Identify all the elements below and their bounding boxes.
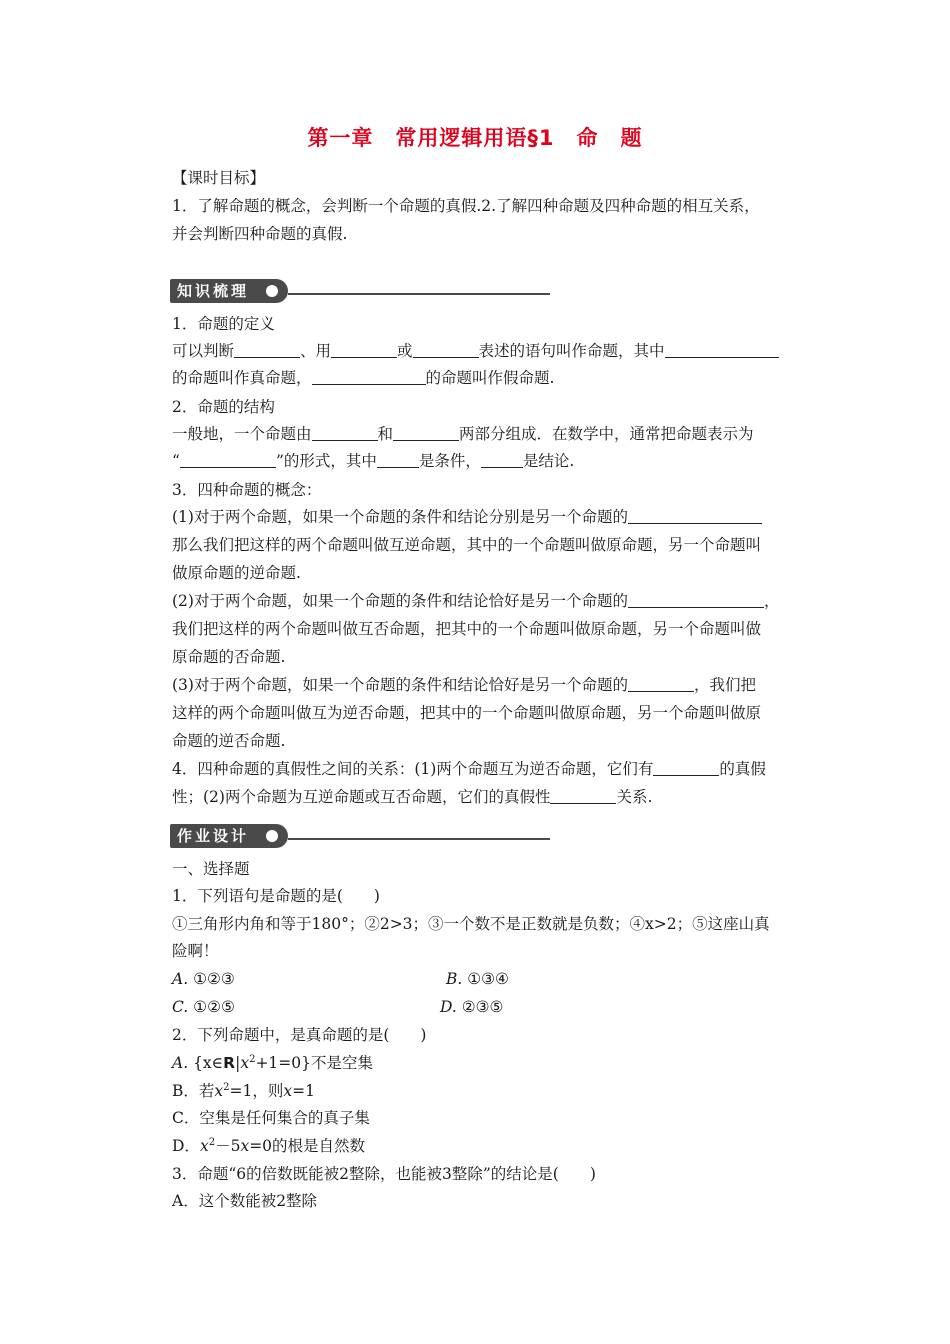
blank	[628, 509, 762, 524]
text: ，我们把	[693, 676, 756, 694]
variable: x	[214, 1082, 224, 1100]
text: 性；(2)两个命题为互逆命题或互否命题，它们的真假性	[172, 788, 551, 806]
question-2-option-d	[172, 1136, 822, 1156]
exponent: 2	[249, 1053, 256, 1065]
option-label: A.	[172, 970, 189, 988]
text: 是条件，	[418, 452, 481, 470]
text: 或	[397, 342, 413, 360]
text: =1	[292, 1082, 315, 1100]
blank	[628, 677, 694, 692]
question-1-body-1: ①三角形内角和等于180°；②2>3；③一个数不是正数就是负数；④x>2；⑤这座山真	[172, 915, 770, 933]
item-1-line-2: 那么我们把这样的两个命题叫做互逆命题，其中的一个命题叫做原命题，另一个命题叫	[172, 536, 762, 554]
option-text: ①③④	[467, 970, 509, 988]
option-label: D.	[440, 998, 457, 1016]
item-2-line-3: 原命题的否命题.	[172, 648, 286, 666]
objectives-heading: 【课时目标】	[172, 169, 266, 187]
relation-line-1	[172, 759, 822, 779]
banner-label: 作业设计	[170, 824, 288, 848]
banner-label: 知识梳理	[170, 279, 288, 303]
text: 的命题叫作真命题，	[172, 369, 312, 387]
blank	[665, 343, 779, 358]
text: (2)对于两个命题，如果一个命题的条件和结论恰好是另一个命题的	[172, 592, 628, 610]
text: 表述的语句叫作命题，其中	[478, 342, 665, 360]
blank	[180, 453, 276, 468]
heading-four-propositions: 3．四种命题的概念：	[172, 481, 322, 499]
question-1-stem: 1．下列语句是命题的是( )	[172, 887, 380, 905]
item-3-line-2: 这样的两个命题叫做互为逆否命题，把其中的一个命题叫做原命题，另一个命题叫做原	[172, 704, 762, 722]
text: 是结论.	[522, 452, 575, 470]
blank	[481, 453, 523, 468]
text: D．	[172, 1137, 200, 1155]
item-3-line-3: 命题的逆否命题.	[172, 732, 286, 750]
text: 两部分组成．在数学中，通常把命题表示为	[459, 425, 754, 443]
bullet-dot-icon	[266, 830, 278, 842]
blank	[377, 453, 419, 468]
text: 的真假	[719, 760, 766, 778]
text: (1)对于两个命题，如果一个命题的条件和结论分别是另一个命题的	[172, 508, 628, 526]
text: B．若	[172, 1082, 215, 1100]
item-2-line-1	[172, 591, 822, 611]
text: (3)对于两个命题，如果一个命题的条件和结论恰好是另一个命题的	[172, 676, 628, 694]
question-1-body-2: 险啊！	[172, 942, 219, 960]
text: +1=0}不是空集	[255, 1054, 373, 1072]
text: 、用	[300, 342, 332, 360]
blank	[331, 343, 397, 358]
option-text: ①②③	[193, 970, 235, 988]
item-1-line-3: 做原命题的逆命题.	[172, 564, 301, 582]
text: =1，则	[229, 1082, 284, 1100]
relation-line-2	[172, 787, 822, 807]
objectives-line-2: 并会判断四种命题的真假.	[172, 225, 348, 243]
question-3-option-a: A．这个数能被2整除	[172, 1192, 318, 1210]
variable: x	[240, 1137, 250, 1155]
text: ，	[763, 592, 780, 610]
objectives-line-1: 1．了解命题的概念，会判断一个命题的真假.2.了解四种命题及四种命题的相互关系，	[172, 197, 760, 215]
heading-structure: 2．命题的结构	[172, 398, 275, 416]
banner-rule	[288, 293, 550, 295]
real-set-symbol: R	[223, 1054, 236, 1072]
definition-line-2	[172, 368, 822, 388]
option-text: ②③⑤	[461, 998, 504, 1016]
bullet-dot-icon	[266, 285, 278, 297]
question-1-option-d	[440, 997, 740, 1017]
blank	[653, 761, 719, 776]
page-title: 第一章 常用逻辑用语§1 命 题	[307, 126, 643, 150]
structure-line-2	[172, 451, 822, 471]
option-label: C.	[172, 998, 189, 1016]
variable: x	[240, 1054, 250, 1072]
item-3-line-1	[172, 675, 822, 695]
question-2-option-b	[172, 1081, 822, 1101]
blank	[550, 789, 616, 804]
structure-line-1	[172, 424, 822, 444]
blank	[628, 593, 764, 608]
variable: x	[283, 1082, 293, 1100]
banner-rule	[288, 838, 550, 840]
blank	[312, 370, 426, 385]
question-3-stem: 3．命题“6的倍数既能被2整除，也能被3整除”的结论是( )	[172, 1165, 596, 1183]
question-1-option-b	[446, 969, 746, 989]
question-2-option-a	[172, 1053, 822, 1073]
variable: x	[199, 1137, 209, 1155]
heading-definition: 1．命题的定义	[172, 315, 275, 333]
question-2-option-c: C．空集是任何集合的真子集	[172, 1109, 370, 1127]
blank	[413, 343, 479, 358]
text: ”的形式，其中	[275, 452, 377, 470]
option-label: A.	[172, 1054, 189, 1072]
question-2-stem: 2．下列命题中，是真命题的是( )	[172, 1026, 427, 1044]
text: {x∈	[193, 1054, 224, 1072]
definition-line-1	[172, 341, 822, 361]
text: 和	[377, 425, 394, 443]
item-2-line-2: 我们把这样的两个命题叫做互否命题，把其中的一个命题叫做原命题，另一个命题叫做	[172, 620, 762, 638]
blank	[234, 343, 300, 358]
item-1-line-1	[172, 507, 822, 527]
blank	[393, 426, 459, 441]
text: 一般地，一个命题由	[172, 425, 312, 443]
text: |	[235, 1054, 241, 1072]
part-heading: 一、选择题	[172, 860, 250, 878]
exponent: 2	[208, 1136, 216, 1148]
text: “	[172, 452, 180, 470]
option-label: B.	[446, 970, 463, 988]
text: 的命题叫作假命题.	[425, 369, 555, 387]
blank	[312, 426, 378, 441]
option-text: ①②⑤	[193, 998, 235, 1016]
text: －5	[215, 1137, 241, 1155]
exponent: 2	[223, 1081, 230, 1093]
text: 可以判断	[172, 342, 235, 360]
text: 关系.	[616, 788, 653, 806]
text: 4．四种命题的真假性之间的关系：(1)两个命题互为逆否命题，它们有	[172, 760, 654, 778]
text: =0的根是自然数	[249, 1137, 366, 1155]
